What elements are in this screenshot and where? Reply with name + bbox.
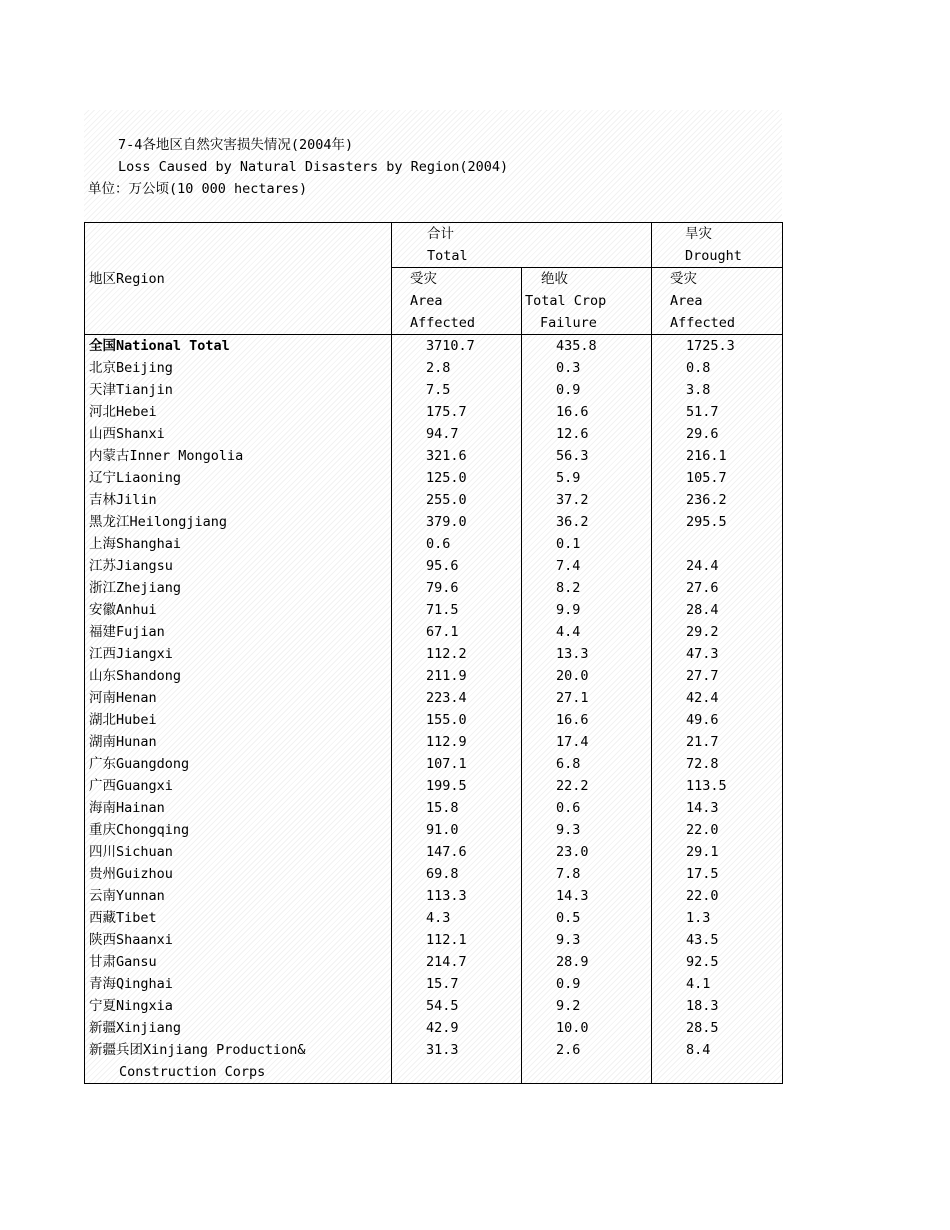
row-total-area: 112.9: [392, 731, 522, 753]
row-total-area: 214.7: [392, 951, 522, 973]
row-drought-area: 27.6: [652, 577, 783, 599]
row-total-area: 3710.7: [392, 335, 522, 358]
row-total-failure: 435.8: [522, 335, 652, 358]
row-drought-area: 1.3: [652, 907, 783, 929]
row-total-area: 42.9: [392, 1017, 522, 1039]
row-total-area: 69.8: [392, 863, 522, 885]
row-total-area: 7.5: [392, 379, 522, 401]
row-drought-area: 1725.3: [652, 335, 783, 358]
row-region: 吉林Jilin: [85, 489, 392, 511]
row-region: 重庆Chongqing: [85, 819, 392, 841]
row-region: 内蒙古Inner Mongolia: [85, 445, 392, 467]
row-total-failure: 8.2: [522, 577, 652, 599]
row-drought-area: 105.7: [652, 467, 783, 489]
header-area-en1: Area: [392, 290, 522, 312]
row-total-area: 112.1: [392, 929, 522, 951]
row-total-failure: 13.3: [522, 643, 652, 665]
row-drought-area: 295.5: [652, 511, 783, 533]
row-total-failure: 16.6: [522, 401, 652, 423]
table-row: [85, 467, 783, 489]
row-total-area: 15.8: [392, 797, 522, 819]
row-total-area: 79.6: [392, 577, 522, 599]
table-row: [85, 555, 783, 577]
row-region-continuation: Construction Corps: [85, 1061, 392, 1084]
row-region: 全国National Total: [85, 335, 392, 358]
row-drought-area: 27.7: [652, 665, 783, 687]
row-total-failure: 22.2: [522, 775, 652, 797]
row-region: 四川Sichuan: [85, 841, 392, 863]
row-drought-area: 43.5: [652, 929, 783, 951]
table-row: [85, 599, 783, 621]
table-row: [85, 753, 783, 775]
row-drought-area: 17.5: [652, 863, 783, 885]
table-title-cn: 7-4各地区自然灾害损失情况(2004年): [118, 137, 354, 153]
row-total-failure: 0.3: [522, 357, 652, 379]
row-region: 海南Hainan: [85, 797, 392, 819]
row-drought-area: 18.3: [652, 995, 783, 1017]
table-row: [85, 951, 783, 973]
table-row: [85, 687, 783, 709]
row-total-failure: 0.1: [522, 533, 652, 555]
row-total-failure: 9.3: [522, 819, 652, 841]
row-total-area: 67.1: [392, 621, 522, 643]
row-drought-area: 21.7: [652, 731, 783, 753]
row-region: 新疆Xinjiang: [85, 1017, 392, 1039]
row-region: 上海Shanghai: [85, 533, 392, 555]
header-area-cn: 受灾: [392, 268, 522, 291]
row-total-failure: 0.5: [522, 907, 652, 929]
table-row-continuation: [85, 1061, 783, 1084]
row-total-failure: 9.3: [522, 929, 652, 951]
row-total-failure: 12.6: [522, 423, 652, 445]
row-total-failure: 14.3: [522, 885, 652, 907]
row-total-failure: 9.2: [522, 995, 652, 1017]
header-drought-en: Drought: [652, 245, 783, 268]
row-region: 西藏Tibet: [85, 907, 392, 929]
row-total-area: 71.5: [392, 599, 522, 621]
row-region: 宁夏Ningxia: [85, 995, 392, 1017]
table-row: [85, 929, 783, 951]
row-total-failure: 7.8: [522, 863, 652, 885]
header-drought-area-en1: Area: [652, 290, 783, 312]
row-total-failure: 0.9: [522, 379, 652, 401]
table-row: [85, 863, 783, 885]
row-drought-area: 51.7: [652, 401, 783, 423]
row-region: 江西Jiangxi: [85, 643, 392, 665]
row-drought-area: 3.8: [652, 379, 783, 401]
row-drought-area: 29.6: [652, 423, 783, 445]
row-total-area: 2.8: [392, 357, 522, 379]
row-total-failure: 9.9: [522, 599, 652, 621]
table-row: [85, 335, 783, 358]
table-title-en: Loss Caused by Natural Disasters by Region(2004): [118, 159, 509, 175]
row-total-area: 15.7: [392, 973, 522, 995]
row-region: 天津Tianjin: [85, 379, 392, 401]
row-region: 河南Henan: [85, 687, 392, 709]
row-total-failure: 17.4: [522, 731, 652, 753]
row-region: 甘肃Gansu: [85, 951, 392, 973]
row-region: 贵州Guizhou: [85, 863, 392, 885]
empty-cell: [652, 1061, 783, 1084]
row-drought-area: 29.1: [652, 841, 783, 863]
row-region: 青海Qinghai: [85, 973, 392, 995]
row-drought-area: 4.1: [652, 973, 783, 995]
table-row: [85, 489, 783, 511]
row-total-failure: 37.2: [522, 489, 652, 511]
row-region: 河北Hebei: [85, 401, 392, 423]
row-total-failure: 16.6: [522, 709, 652, 731]
row-total-area: 0.6: [392, 533, 522, 555]
table-row: [85, 1017, 783, 1039]
table-row: [85, 621, 783, 643]
row-total-failure: 10.0: [522, 1017, 652, 1039]
table-row: [85, 775, 783, 797]
row-total-area: 4.3: [392, 907, 522, 929]
row-drought-area: 49.6: [652, 709, 783, 731]
header-drought-area-cn: 受灾: [652, 268, 783, 291]
row-total-area: 379.0: [392, 511, 522, 533]
row-drought-area: 28.4: [652, 599, 783, 621]
row-total-area: 94.7: [392, 423, 522, 445]
row-total-failure: 56.3: [522, 445, 652, 467]
row-region: 新疆兵团Xinjiang Production&: [85, 1039, 392, 1061]
header-total-cn: 合计: [392, 223, 652, 246]
row-total-area: 255.0: [392, 489, 522, 511]
row-drought-area: 14.3: [652, 797, 783, 819]
row-drought-area: 24.4: [652, 555, 783, 577]
row-drought-area: 29.2: [652, 621, 783, 643]
header-failure-en1: Total Crop: [522, 290, 652, 312]
row-drought-area: [652, 533, 783, 555]
row-total-failure: 0.6: [522, 797, 652, 819]
table-row: [85, 973, 783, 995]
row-total-area: 125.0: [392, 467, 522, 489]
table-row: [85, 577, 783, 599]
row-region: 黑龙江Heilongjiang: [85, 511, 392, 533]
row-drought-area: 92.5: [652, 951, 783, 973]
header-failure-cn: 绝收: [522, 268, 652, 291]
row-total-failure: 23.0: [522, 841, 652, 863]
row-region: 北京Beijing: [85, 357, 392, 379]
row-drought-area: 22.0: [652, 885, 783, 907]
table-row: [85, 511, 783, 533]
table-row: [85, 841, 783, 863]
header-drought-cn: 旱灾: [652, 223, 783, 246]
row-region: 辽宁Liaoning: [85, 467, 392, 489]
row-region: 湖南Hunan: [85, 731, 392, 753]
row-drought-area: 216.1: [652, 445, 783, 467]
empty-cell: [522, 1061, 652, 1084]
row-total-failure: 27.1: [522, 687, 652, 709]
header-failure-en2: Failure: [522, 312, 652, 335]
row-drought-area: 8.4: [652, 1039, 783, 1061]
table-row: [85, 357, 783, 379]
row-total-failure: 20.0: [522, 665, 652, 687]
table-row: [85, 423, 783, 445]
row-drought-area: 236.2: [652, 489, 783, 511]
row-total-area: 155.0: [392, 709, 522, 731]
row-total-area: 107.1: [392, 753, 522, 775]
table-row: [85, 819, 783, 841]
row-total-area: 223.4: [392, 687, 522, 709]
row-total-failure: 6.8: [522, 753, 652, 775]
row-total-area: 199.5: [392, 775, 522, 797]
table-row: [85, 709, 783, 731]
table-row: [85, 401, 783, 423]
row-drought-area: 42.4: [652, 687, 783, 709]
disaster-loss-table: [84, 222, 783, 1084]
row-region: 广东Guangdong: [85, 753, 392, 775]
row-drought-area: 47.3: [652, 643, 783, 665]
row-drought-area: 113.5: [652, 775, 783, 797]
row-region: 山西Shanxi: [85, 423, 392, 445]
row-total-failure: 28.9: [522, 951, 652, 973]
row-region: 广西Guangxi: [85, 775, 392, 797]
table-row: [85, 885, 783, 907]
table-row: [85, 797, 783, 819]
table-row: [85, 533, 783, 555]
row-drought-area: 0.8: [652, 357, 783, 379]
row-total-area: 31.3: [392, 1039, 522, 1061]
row-region: 湖北Hubei: [85, 709, 392, 731]
row-total-area: 211.9: [392, 665, 522, 687]
row-region: 福建Fujian: [85, 621, 392, 643]
table-row: [85, 643, 783, 665]
row-region: 安徽Anhui: [85, 599, 392, 621]
row-region: 云南Yunnan: [85, 885, 392, 907]
row-total-failure: 0.9: [522, 973, 652, 995]
header-drought-area-en2: Affected: [652, 312, 783, 335]
row-total-failure: 2.6: [522, 1039, 652, 1061]
row-total-area: 95.6: [392, 555, 522, 577]
header-total-en: Total: [392, 245, 652, 268]
row-total-failure: 36.2: [522, 511, 652, 533]
row-drought-area: 28.5: [652, 1017, 783, 1039]
row-total-failure: 5.9: [522, 467, 652, 489]
table-row: [85, 379, 783, 401]
row-drought-area: 72.8: [652, 753, 783, 775]
row-total-area: 54.5: [392, 995, 522, 1017]
table-row: [85, 731, 783, 753]
row-total-area: 321.6: [392, 445, 522, 467]
row-region: 浙江Zhejiang: [85, 577, 392, 599]
table-row: [85, 1039, 783, 1061]
row-region: 江苏Jiangsu: [85, 555, 392, 577]
table-row: [85, 995, 783, 1017]
row-total-area: 113.3: [392, 885, 522, 907]
table-body: [85, 335, 783, 1084]
table-row: [85, 665, 783, 687]
unit-label: 单位：万公顷(10 000 hectares): [88, 181, 308, 197]
row-total-area: 175.7: [392, 401, 522, 423]
row-total-area: 112.2: [392, 643, 522, 665]
row-region: 山东Shandong: [85, 665, 392, 687]
table-row: [85, 445, 783, 467]
table-row: [85, 907, 783, 929]
header-region: 地区Region: [85, 223, 392, 335]
row-drought-area: 22.0: [652, 819, 783, 841]
row-region: 陕西Shaanxi: [85, 929, 392, 951]
row-total-failure: 7.4: [522, 555, 652, 577]
header-area-en2: Affected: [392, 312, 522, 335]
empty-cell: [392, 1061, 522, 1084]
row-total-area: 147.6: [392, 841, 522, 863]
row-total-failure: 4.4: [522, 621, 652, 643]
row-total-area: 91.0: [392, 819, 522, 841]
